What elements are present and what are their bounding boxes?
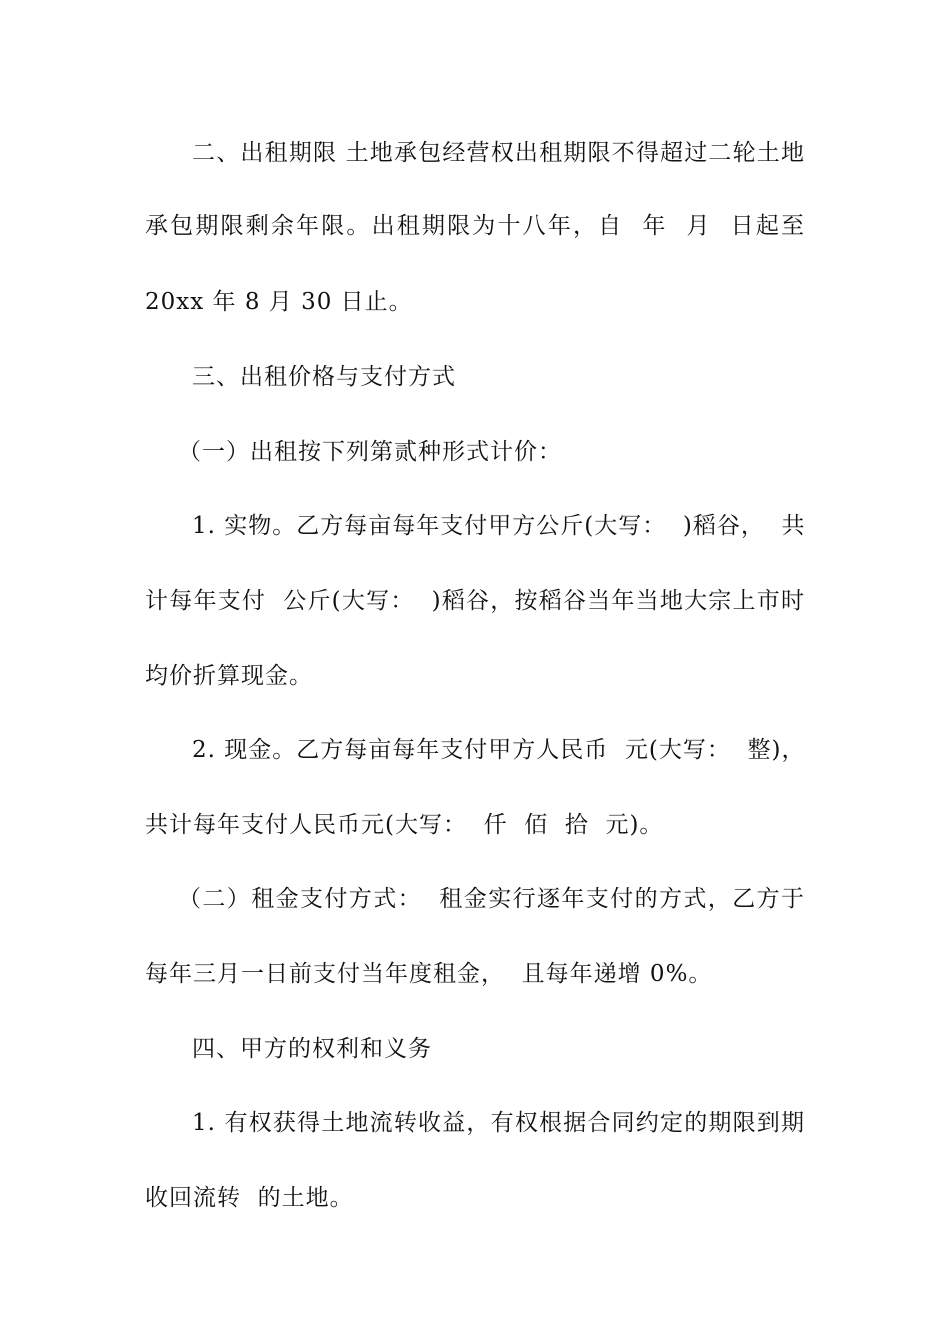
text-line-15: 收回流转 的土地。 (145, 1185, 354, 1211)
text-line-7: 计每年支付 公斤(大写： )稻谷，按稻谷当年当地大宗上市时 (145, 588, 805, 614)
subsection-heading-1: （一）出租按下列第贰种形式计价： (178, 439, 562, 465)
text-line-9: 2. 现金。乙方每亩每年支付甲方人民币 元(大写： 整)， (192, 737, 806, 763)
text-line-14: 1. 有权获得土地流转收益，有权根据合同约定的期限到期 (192, 1110, 805, 1136)
text-line-12: 每年三月一日前支付当年度租金， 且每年递增 0%。 (145, 961, 713, 987)
text-line-1: 二、出租期限 土地承包经营权出租期限不得超过二轮土地 (192, 140, 805, 166)
text-line-3: 20xx 年 8 月 30 日止。 (145, 289, 413, 315)
subsection-heading-2: （二）租金支付方式： 租金实行逐年支付的方式，乙方于 (178, 886, 805, 912)
section-heading-4: 四、甲方的权利和义务 (192, 1036, 432, 1062)
text-line-8: 均价折算现金。 (145, 663, 313, 689)
text-line-10: 共计每年支付人民币元(大写： 仟 佰 拾 元)。 (145, 812, 664, 838)
text-line-6: 1. 实物。乙方每亩每年支付甲方公斤(大写： )稻谷， 共 (192, 513, 806, 539)
text-line-2: 承包期限剩余年限。出租期限为十八年，自 年 月 日起至 (145, 213, 805, 239)
section-heading-3: 三、出租价格与支付方式 (192, 364, 456, 390)
